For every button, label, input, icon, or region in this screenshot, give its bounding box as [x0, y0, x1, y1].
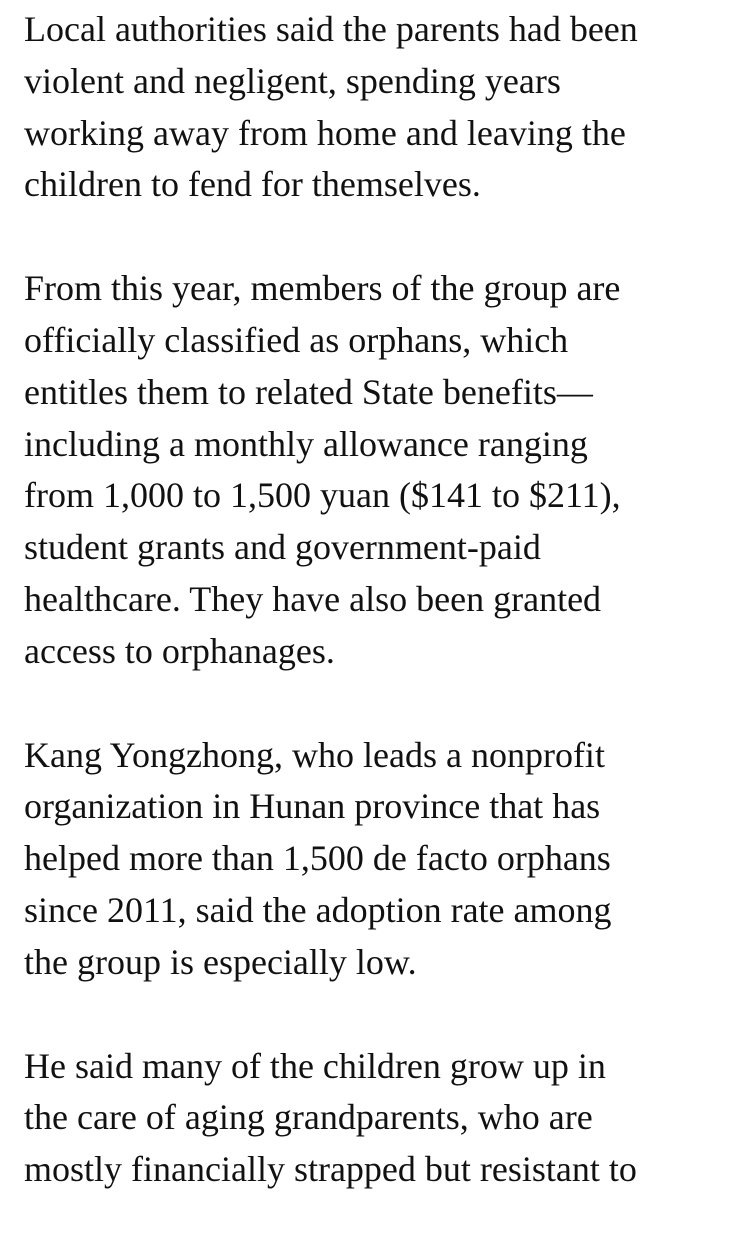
- text-line: Local authorities said the parents had been: [24, 9, 638, 49]
- text-line: Kang Yongzhong, who leads a nonprofit: [24, 734, 605, 775]
- text-line: since 2011, said the adoption rate among: [24, 889, 612, 930]
- text-line: He said many of the children grow up in: [24, 1045, 606, 1086]
- text-line: mostly financially strapped but resistant to: [24, 1149, 637, 1190]
- text-line: officially classified as orphans, which: [24, 319, 569, 360]
- text-line: helped more than 1,500 de facto orphans: [24, 838, 611, 879]
- text-line: from 1,000 to 1,500 yuan ($141 to $211),: [24, 475, 621, 516]
- text-line: children to fend for themselves.: [24, 164, 481, 205]
- text-line: including a monthly allowance ranging: [24, 423, 588, 464]
- text-line: violent and negligent, spending years: [24, 60, 561, 101]
- paragraph-grandparents-care: [24, 1041, 734, 1196]
- text-line: From this year, members of the group are: [24, 268, 621, 309]
- article-body: [24, 4, 734, 1248]
- text-line: student grants and government-paid: [24, 527, 541, 568]
- paragraph-parents-neglect: [24, 4, 734, 211]
- text-line: the group is especially low.: [24, 941, 417, 982]
- text-line: access to orphanages.: [24, 630, 335, 671]
- text-line: healthcare. They have also been granted: [24, 578, 602, 619]
- text-line: the care of aging grandparents, who are: [24, 1097, 593, 1138]
- paragraph-orphan-benefits: [24, 263, 734, 677]
- text-line: organization in Hunan province that has: [24, 786, 601, 827]
- text-line: entitles them to related State benefits—: [24, 371, 593, 412]
- paragraph-kang-yongzhong: [24, 730, 734, 989]
- text-line: working away from home and leaving the: [24, 112, 626, 153]
